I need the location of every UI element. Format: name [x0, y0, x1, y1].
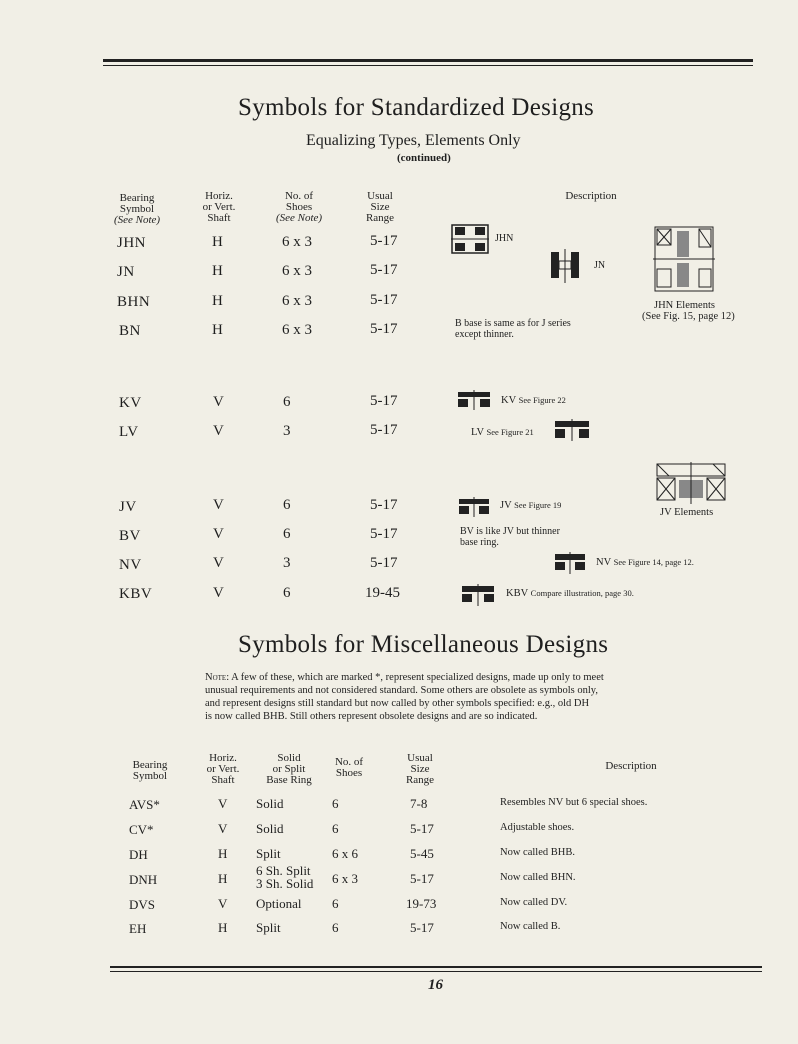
row-base: Split [256, 846, 281, 861]
t1-header-bearing: Bearing Symbol (See Note) [113, 192, 161, 226]
bottom-rule-thin [110, 971, 762, 972]
lv-label: LV See Figure 21 [471, 427, 534, 438]
row-description: Adjustable shoes. [500, 822, 575, 833]
row-shaft: V [218, 896, 228, 911]
row-size: 5-17 [370, 292, 398, 308]
row-shoes: 6 [332, 821, 339, 836]
row-size: 5-17 [370, 321, 398, 337]
row-size: 7-8 [410, 796, 428, 811]
row-symbol: AVS* [129, 797, 160, 812]
row-symbol: DH [129, 847, 148, 862]
row-shoes: 6 x 6 [332, 846, 358, 861]
row-size: 19-45 [365, 585, 400, 601]
t2-header-shoes: No. of Shoes [334, 756, 364, 779]
continued-label: (continued) [397, 152, 451, 164]
jn-bearing-drawing [549, 249, 583, 283]
row-description: Resembles NV but 6 special shoes. [500, 797, 648, 808]
top-rule-thick [103, 59, 753, 62]
jv-bearing-drawing [457, 497, 491, 517]
row-shoes: 6 x 3 [282, 293, 312, 309]
row-size: 5-17 [370, 422, 398, 438]
row-size: 5-17 [370, 526, 398, 542]
row-symbol: KV [119, 395, 142, 411]
row-shaft: V [213, 423, 224, 439]
row-shaft: V [218, 821, 228, 836]
row-symbol: DVS [129, 897, 156, 912]
row-size: 5-17 [370, 393, 398, 409]
row-shaft: H [218, 846, 228, 861]
note-paragraph: Note: A few of these, which are marked *, represent specialized designs, made up only to meet unusual requirements and not considered standard. Some others are obsolete as symbols only, and represent designs still standard but now called by other symbols specified: e.g., old DH is now called BHB. Still others represent obsolete designs and are so indicated. [205, 672, 604, 722]
t2-header-bearing: Bearing Symbol [132, 759, 168, 782]
row-size: 5-17 [370, 233, 398, 249]
kv-bearing-drawing [456, 390, 492, 410]
row-size: 5-17 [410, 821, 434, 836]
row-symbol: JHN [117, 235, 147, 251]
kv-label: KV See Figure 22 [501, 395, 566, 406]
row-shaft: H [212, 293, 223, 309]
bottom-rule-thick [110, 966, 762, 968]
kbv-bearing-drawing [460, 584, 496, 606]
row-shoes: 6 x 3 [282, 263, 312, 279]
page-subtitle: Equalizing Types, Elements Only [306, 132, 521, 149]
row-shoes: 6 [332, 896, 339, 911]
row-size: 5-17 [410, 871, 434, 886]
t2-header-base: Solid or Split Base Ring [266, 752, 312, 786]
row-base: Solid [256, 796, 284, 811]
t1-header-description: Description [565, 190, 617, 202]
row-shaft: V [213, 526, 224, 542]
row-shoes: 6 x 3 [282, 322, 312, 338]
row-base: Split [256, 920, 281, 935]
row-shaft: V [213, 497, 224, 513]
row-shoes: 3 [283, 423, 291, 439]
row-shaft: V [213, 555, 224, 571]
t2-header-description: Description [605, 760, 657, 772]
row-shoes: 6 [332, 920, 339, 935]
row-shaft: H [212, 322, 223, 338]
row-description: Now called DV. [500, 897, 568, 908]
b-base-note-line2: except thinner. [455, 329, 514, 340]
jhn-elements-label: JHN Elements [654, 300, 715, 311]
bv-note-line1: BV is like JV but thinner [460, 526, 560, 537]
jn-label: JN [594, 260, 606, 271]
row-symbol: BHN [117, 294, 151, 310]
row-symbol: KBV [119, 586, 153, 602]
row-symbol: JV [119, 499, 137, 515]
row-symbol: BV [119, 528, 141, 544]
b-base-note-line1: B base is same as for J series [455, 318, 571, 329]
row-shaft: H [212, 234, 223, 250]
t1-header-shoes: No. of Shoes (See Note) [275, 190, 323, 224]
jv-elements-drawing [655, 462, 727, 504]
row-base: Optional [256, 896, 302, 911]
jhn-bearing-drawing [451, 224, 491, 254]
row-shaft: V [218, 796, 228, 811]
row-description: Now called BHN. [500, 872, 576, 883]
page-title: Symbols for Standardized Designs [238, 94, 595, 121]
row-shoes: 6 x 3 [332, 871, 358, 886]
row-size: 5-17 [370, 497, 398, 513]
nv-bearing-drawing [553, 552, 587, 574]
row-shaft: H [218, 871, 228, 886]
row-shoes: 3 [283, 555, 291, 571]
row-size: 5-45 [410, 846, 434, 861]
row-shoes: 6 [283, 585, 291, 601]
row-description: Now called BHB. [500, 847, 575, 858]
row-shoes: 6 [283, 394, 291, 410]
row-symbol: CV* [129, 822, 154, 837]
t2-header-shaft: Horiz. or Vert. Shaft [206, 752, 240, 786]
jhn-label: JHN [495, 233, 514, 244]
t1-header-size: Usual Size Range [365, 190, 395, 224]
row-shaft: V [213, 394, 224, 410]
kbv-label: KBV Compare illustration, page 30. [506, 588, 634, 599]
bv-note-line2: base ring. [460, 537, 499, 548]
row-symbol: JN [117, 264, 135, 280]
jv-elements-label: JV Elements [660, 507, 714, 518]
row-symbol: LV [119, 424, 139, 440]
jv-label: JV See Figure 19 [500, 500, 562, 511]
row-size: 5-17 [370, 262, 398, 278]
row-shaft: V [213, 585, 224, 601]
row-symbol: DNH [129, 872, 158, 887]
nv-label: NV See Figure 14, page 12. [596, 557, 694, 568]
row-shoes: 6 [283, 526, 291, 542]
lv-bearing-drawing [553, 419, 591, 441]
row-base: Solid [256, 821, 284, 836]
row-description: Now called B. [500, 921, 561, 932]
row-shoes: 6 [332, 796, 339, 811]
jhn-elements-ref: (See Fig. 15, page 12) [642, 311, 735, 322]
t2-header-size: Usual Size Range [405, 752, 435, 786]
row-shaft: H [218, 920, 228, 935]
row-size: 19-73 [406, 896, 437, 911]
section-title-miscellaneous: Symbols for Miscellaneous Designs [238, 631, 609, 658]
row-shaft: H [212, 263, 223, 279]
row-size: 5-17 [410, 920, 434, 935]
t1-header-shaft: Horiz. or Vert. Shaft [202, 190, 236, 224]
row-base: 6 Sh. Split 3 Sh. Solid [256, 863, 314, 891]
row-shoes: 6 [283, 497, 291, 513]
row-shoes: 6 x 3 [282, 234, 312, 250]
row-symbol: NV [119, 557, 142, 573]
row-symbol: EH [129, 921, 147, 936]
page-number: 16 [428, 977, 443, 993]
row-symbol: BN [119, 323, 141, 339]
row-size: 5-17 [370, 555, 398, 571]
top-rule-thin [103, 65, 753, 66]
jhn-elements-drawing [653, 225, 717, 295]
